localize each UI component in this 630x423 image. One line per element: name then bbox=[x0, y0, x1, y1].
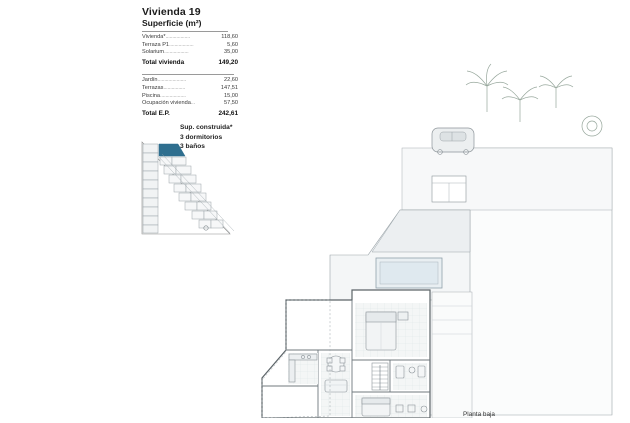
leader-dots: ................... bbox=[160, 92, 186, 99]
total-label: Total E.P. bbox=[142, 109, 170, 117]
area-label: Piscina bbox=[142, 92, 161, 99]
vegetation bbox=[466, 64, 602, 136]
page-title: Vivienda 19 bbox=[142, 6, 201, 18]
room-bedroom-upper bbox=[355, 303, 427, 357]
sofa-furniture bbox=[325, 380, 347, 392]
area-value: 147,51 bbox=[220, 84, 238, 91]
construction-note-line1: Sup. construida* bbox=[180, 124, 233, 131]
area-label: Terrazas bbox=[142, 84, 164, 91]
area-label: Vivienda* bbox=[142, 34, 166, 40]
car-icon bbox=[432, 128, 474, 154]
swimming-pool bbox=[376, 258, 442, 288]
leader-dots: ................ bbox=[163, 84, 186, 91]
total-label: Total vivienda bbox=[142, 58, 185, 66]
area-value: 15,00 bbox=[224, 92, 238, 99]
utility-box bbox=[432, 176, 466, 202]
area-value: 22,60 bbox=[224, 77, 238, 84]
page-margin-right bbox=[622, 0, 630, 423]
page-margin-left bbox=[0, 0, 8, 423]
page-margin-bottom bbox=[0, 418, 630, 423]
area-value: 5,60 bbox=[227, 41, 238, 48]
leader-dots: ... bbox=[190, 100, 195, 107]
area-value: 57,50 bbox=[224, 100, 238, 107]
side-terrace bbox=[432, 292, 472, 418]
sheet-label: Planta baja bbox=[463, 411, 495, 418]
construction-note-line3: 3 baños bbox=[180, 143, 205, 150]
leader-dots: .................. bbox=[169, 41, 194, 48]
construction-note-line2: 3 dormitorios bbox=[180, 133, 223, 141]
total-value: 242,61 bbox=[218, 109, 238, 117]
total-value: 149,20 bbox=[218, 58, 238, 66]
leader-dots: ..................... bbox=[157, 77, 186, 84]
surface-subtitle: Superficie (m²) bbox=[142, 18, 202, 28]
page-margin-top bbox=[0, 0, 630, 5]
area-label: Terraza P1 bbox=[142, 41, 170, 48]
bed-furniture bbox=[362, 398, 390, 416]
room-kitchen bbox=[288, 353, 318, 384]
dining-set bbox=[327, 356, 345, 372]
area-label: Solarium bbox=[142, 49, 165, 56]
room-living bbox=[321, 353, 350, 416]
leader-dots: .................. bbox=[165, 34, 190, 40]
area-value: 118,60 bbox=[221, 34, 238, 40]
room-bedroom-lower bbox=[355, 395, 427, 417]
leader-dots: .................. bbox=[164, 49, 189, 56]
area-label: Ocupación vivienda bbox=[142, 100, 191, 107]
room-bathroom bbox=[393, 363, 427, 390]
stairs bbox=[372, 363, 388, 390]
area-label: Jardín bbox=[142, 77, 158, 84]
area-value: 35,00 bbox=[224, 49, 238, 56]
